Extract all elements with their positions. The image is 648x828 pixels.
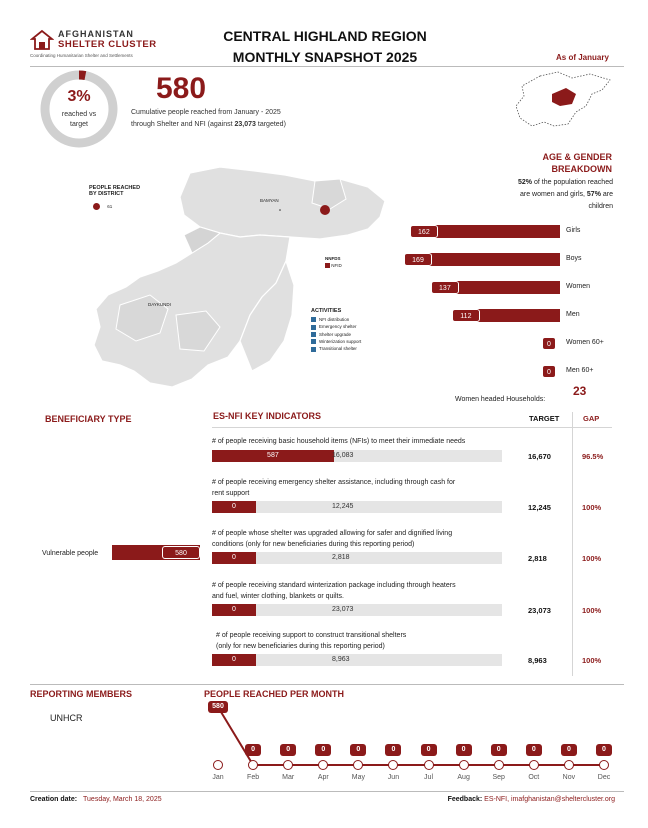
month-label: Sep bbox=[492, 774, 505, 781]
map-legend-title-2: BY DISTRICT bbox=[89, 191, 124, 197]
month-label: Oct bbox=[528, 774, 540, 781]
month-value: 0 bbox=[456, 744, 472, 756]
age-gender-value: 137 bbox=[431, 281, 459, 294]
children-stat: 57% bbox=[586, 191, 601, 198]
indicator-text-1: # of people receiving support to construct transitional shelters bbox=[216, 632, 407, 639]
activity-legend-item: Transitional shelter bbox=[311, 346, 381, 351]
whh-value: 23 bbox=[573, 384, 587, 398]
month-label: Feb bbox=[247, 774, 260, 781]
beneficiary-value-pill: 580 bbox=[162, 546, 200, 559]
age-gender-value: 0 bbox=[542, 337, 556, 350]
percent-label-2: target bbox=[70, 121, 88, 128]
page-title bbox=[175, 26, 475, 68]
indicator-text-1: # of people receiving basic household items (NFIs) to meet their immediate needs bbox=[212, 438, 466, 445]
indicator-gap: 100% bbox=[582, 656, 602, 665]
indicator-reached: 587 bbox=[212, 450, 334, 462]
map-legend bbox=[89, 185, 159, 210]
indicator-remaining: 2,818 bbox=[332, 554, 350, 561]
logo-subtitle: SHELTER CLUSTER bbox=[58, 39, 157, 50]
month-point bbox=[213, 760, 223, 770]
indicator-text-2: conditions (only for new beneficiaries during this reporting period) bbox=[212, 541, 415, 548]
month-point bbox=[494, 760, 504, 770]
nfi-square-icon bbox=[325, 263, 330, 268]
summary-line-2: through Shelter and NFI (against 23,073 targeted) bbox=[131, 121, 286, 128]
indicator-target: 12,245 bbox=[528, 503, 551, 512]
indicator-gap: 100% bbox=[582, 554, 602, 563]
nfi-legend-title: NNFDS bbox=[325, 256, 341, 261]
logo bbox=[30, 27, 160, 61]
age-gender-bar bbox=[466, 309, 560, 322]
indicator-target: 2,818 bbox=[528, 554, 547, 563]
age-gender-value: 169 bbox=[404, 253, 432, 266]
age-gender-bar bbox=[445, 281, 560, 294]
summary-line-1: Cumulative people reached from January - 2025 bbox=[131, 109, 281, 116]
month-value: 0 bbox=[491, 744, 507, 756]
month-value: 0 bbox=[526, 744, 542, 756]
creation-date: Creation date: Tuesday, March 18, 2025 bbox=[30, 796, 162, 803]
indicator-gap: 100% bbox=[582, 606, 602, 615]
activity-icon bbox=[311, 339, 316, 344]
indicator-gap: 100% bbox=[582, 503, 602, 512]
nfi-legend bbox=[325, 256, 342, 268]
month-label: Apr bbox=[317, 774, 329, 781]
month-point bbox=[529, 760, 539, 770]
month-label: Jan bbox=[212, 774, 224, 781]
gap-header: GAP bbox=[583, 414, 600, 423]
as-of-label: As of bbox=[556, 53, 576, 62]
age-gender-value: 112 bbox=[452, 309, 480, 322]
month-point bbox=[353, 760, 363, 770]
percent-reached: 3% bbox=[67, 88, 91, 105]
map-legend-value: 61 bbox=[107, 203, 113, 209]
monthly-title: PEOPLE REACHED PER MONTH bbox=[204, 689, 345, 699]
beneficiary-type-title: BENEFICIARY TYPE bbox=[45, 414, 132, 424]
feedback: Feedback: ES-NFI, imafghanistan@sheltercluster.org bbox=[447, 796, 615, 803]
age-gender-label: Women 60+ bbox=[566, 339, 604, 346]
age-gender-bar bbox=[424, 225, 560, 238]
month-point bbox=[459, 760, 469, 770]
activities-title: ACTIVITIES bbox=[311, 308, 342, 314]
activity-legend-item: Emergency shelter bbox=[311, 324, 381, 329]
gap-column-divider bbox=[572, 412, 573, 676]
month-label: Jul bbox=[424, 774, 433, 781]
month-point bbox=[318, 760, 328, 770]
month-label: Mar bbox=[282, 774, 295, 781]
indicators-title: ES-NFI KEY INDICATORS bbox=[213, 411, 322, 421]
indicator-remaining: 8,963 bbox=[332, 656, 350, 663]
activity-legend-item: NFI distribution bbox=[311, 317, 381, 322]
month-point bbox=[599, 760, 609, 770]
month-value: 0 bbox=[561, 744, 577, 756]
month-label: May bbox=[351, 774, 365, 781]
reporting-members-title: REPORTING MEMBERS bbox=[30, 689, 133, 699]
month-value: 0 bbox=[596, 744, 612, 756]
indicator-reached: 0 bbox=[212, 604, 256, 616]
whh-label: Women headed Households: bbox=[455, 396, 546, 403]
afghanistan-locator-map bbox=[510, 68, 620, 130]
province-label-daykundi: DAYKUNDI bbox=[148, 302, 171, 307]
indicators-top-divider bbox=[212, 427, 612, 428]
summary-target: 23,073 bbox=[234, 121, 256, 128]
women-girls-stat: 52% bbox=[518, 179, 533, 186]
age-gender-label: Women bbox=[566, 283, 590, 290]
month-value: 0 bbox=[280, 744, 296, 756]
month-value: 0 bbox=[245, 744, 261, 756]
month-point bbox=[283, 760, 293, 770]
month-value: 0 bbox=[421, 744, 437, 756]
indicator-gap: 96.5% bbox=[582, 452, 604, 461]
age-gender-label: Boys bbox=[566, 255, 582, 262]
age-gender-label: Girls bbox=[566, 227, 581, 234]
progress-ring-graphic bbox=[38, 68, 120, 150]
indicator-remaining: 16,083 bbox=[332, 452, 354, 459]
month-value: 0 bbox=[315, 744, 331, 756]
activity-legend-item: Winterization support bbox=[311, 339, 381, 344]
logo-title: AFGHANISTAN bbox=[58, 29, 134, 39]
month-point bbox=[248, 760, 258, 770]
age-gender-value: 0 bbox=[542, 365, 556, 378]
logo-tagline: Coordinating Humanitarian Shelter and Settlements bbox=[30, 53, 133, 58]
map-legend-title-1: PEOPLE REACHED bbox=[89, 185, 141, 191]
as-of-date bbox=[556, 53, 609, 62]
title-line-1: CENTRAL HIGHLAND REGION bbox=[223, 28, 427, 44]
as-of-value: January bbox=[578, 53, 609, 62]
month-point bbox=[564, 760, 574, 770]
target-header: TARGET bbox=[529, 414, 560, 423]
indicator-remaining: 23,073 bbox=[332, 606, 354, 613]
age-gender-value: 162 bbox=[410, 225, 438, 238]
nfi-legend-value: NFID bbox=[331, 263, 342, 268]
age-gender-title: AGE & GENDER BREAKDOWN bbox=[542, 152, 612, 174]
indicator-reached: 0 bbox=[212, 654, 256, 666]
indicator-text-1: # of people receiving emergency shelter assistance, including through cash for bbox=[212, 479, 456, 486]
activity-icon bbox=[311, 317, 316, 322]
activity-icon bbox=[311, 347, 316, 352]
province-label-bamyan: BAMYAN bbox=[260, 198, 279, 203]
age-gender-bar bbox=[418, 253, 560, 266]
indicator-text-1: # of people whose shelter was upgraded allowing for safer and dignified living bbox=[212, 530, 453, 537]
activities-legend bbox=[311, 308, 381, 354]
activity-legend-item: Shelter upgrade bbox=[311, 332, 381, 337]
progress-ring bbox=[38, 68, 120, 150]
creation-date-value: Tuesday, March 18, 2025 bbox=[83, 796, 162, 803]
indicator-text-2: (only for new beneficiaries during this reporting period) bbox=[216, 643, 385, 650]
month-point bbox=[424, 760, 434, 770]
indicator-reached: 0 bbox=[212, 501, 256, 513]
shelter-logo-icon bbox=[30, 29, 54, 51]
header-divider bbox=[30, 66, 624, 67]
age-gender-label: Men 60+ bbox=[566, 367, 594, 374]
indicator-reached: 0 bbox=[212, 552, 256, 564]
reporting-member-item: UNHCR bbox=[50, 713, 83, 723]
percent-label-1: reached vs bbox=[61, 111, 97, 118]
footer-divider bbox=[30, 791, 624, 792]
activity-icon bbox=[311, 325, 316, 330]
beneficiary-label: Vulnerable people bbox=[42, 550, 99, 557]
month-label: Aug bbox=[457, 774, 470, 781]
women-headed-households bbox=[455, 384, 595, 406]
activity-icon bbox=[311, 332, 316, 337]
month-label: Nov bbox=[562, 774, 576, 781]
age-gender-description: 52% of the population reached are women and girls, 57% are children bbox=[518, 179, 613, 210]
indicator-text-2: and fuel, winter clothing, blankets or quilts. bbox=[212, 593, 344, 600]
age-gender-label: Men bbox=[566, 311, 580, 318]
indicator-target: 8,963 bbox=[528, 656, 547, 665]
bottom-section-divider bbox=[30, 684, 624, 685]
summary-description bbox=[131, 107, 361, 131]
title-line-2: MONTHLY SNAPSHOT 2025 bbox=[232, 49, 418, 65]
indicator-remaining: 12,245 bbox=[332, 503, 354, 510]
indicator-target: 23,073 bbox=[528, 606, 551, 615]
month-point bbox=[388, 760, 398, 770]
legend-dot-icon bbox=[93, 203, 100, 210]
indicator-target: 16,670 bbox=[528, 452, 551, 461]
indicator-text-2: rent support bbox=[212, 490, 250, 497]
month-value: 580 bbox=[208, 701, 228, 713]
month-value: 0 bbox=[350, 744, 366, 756]
month-label: Dec bbox=[597, 774, 611, 781]
people-reached-count: 580 bbox=[156, 72, 207, 105]
month-value: 0 bbox=[385, 744, 401, 756]
indicator-text-1: # of people receiving standard winterization package including through heaters bbox=[212, 582, 456, 589]
feedback-contact[interactable]: ES-NFI, imafghanistan@sheltercluster.org bbox=[484, 796, 615, 803]
month-label: Jun bbox=[387, 774, 400, 781]
